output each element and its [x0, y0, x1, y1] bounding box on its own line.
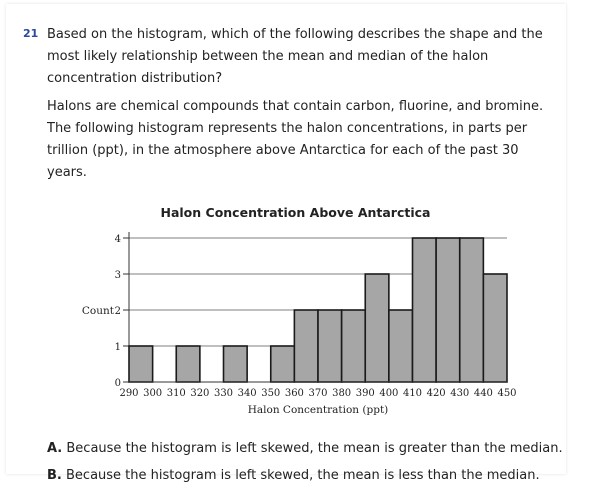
x-tick-label: 350 — [261, 388, 281, 399]
y-tick-label: 0 — [114, 378, 121, 389]
x-tick-label: 450 — [497, 388, 517, 399]
histogram-bar — [318, 310, 342, 382]
x-tick-label: 310 — [166, 388, 186, 399]
question-prompt: Based on the histogram, which of the following describes the shape and the most likely relationship between the mean and median of the halon concentration distribution? — [47, 27, 543, 86]
histogram-bar — [413, 238, 437, 382]
x-tick-label: 300 — [143, 388, 163, 399]
y-axis-label: Count — [81, 305, 114, 317]
y-tick-label: 1 — [114, 342, 121, 353]
answer-choice-a[interactable] — [47, 441, 563, 456]
x-tick-label: 370 — [308, 388, 328, 399]
y-tick-label: 2 — [114, 306, 121, 317]
answer-choice-b[interactable] — [47, 468, 540, 483]
histogram-bar — [342, 310, 366, 382]
answer-text: Because the histogram is left skewed, the mean is greater than the median. — [66, 441, 563, 456]
histogram-bar — [436, 238, 460, 382]
y-tick-label: 4 — [114, 234, 121, 245]
x-tick-label: 430 — [450, 388, 470, 399]
histogram-bar — [460, 238, 484, 382]
x-tick-label: 380 — [332, 388, 352, 399]
x-tick-label: 400 — [379, 388, 399, 399]
histogram-bar — [271, 346, 295, 382]
histogram-bar — [365, 274, 389, 382]
x-tick-label: 390 — [355, 388, 375, 399]
histogram-bar — [483, 274, 507, 382]
histogram-bar — [224, 346, 248, 382]
answer-letter: B. — [47, 468, 62, 483]
answer-text: Because the histogram is left skewed, the mean is less than the median. — [66, 468, 540, 483]
chart-title: Halon Concentration Above Antarctica — [160, 205, 431, 220]
x-tick-label: 420 — [426, 388, 446, 399]
histogram-bar — [294, 310, 318, 382]
y-tick-label: 3 — [114, 270, 121, 281]
x-tick-label: 440 — [473, 388, 493, 399]
x-tick-label: 360 — [284, 388, 304, 399]
x-tick-label: 340 — [237, 388, 257, 399]
x-axis-label: Halon Concentration (ppt) — [247, 404, 389, 416]
question-context: Halons are chemical compounds that contain carbon, fluorine, and bromine. The following histogram represents the halon concentrations, in parts per trillion (ppt), in the atmosphere above Antarctica for each of the past 30 years. — [47, 99, 544, 180]
x-tick-label: 290 — [119, 388, 139, 399]
question-number: 21 — [23, 27, 39, 40]
x-tick-label: 330 — [213, 388, 234, 399]
histogram-bar — [176, 346, 200, 382]
x-tick-label: 410 — [402, 388, 423, 399]
histogram-bar — [389, 310, 413, 382]
answer-letter: A. — [47, 441, 63, 456]
x-tick-label: 320 — [190, 388, 210, 399]
histogram-bar — [129, 346, 153, 382]
